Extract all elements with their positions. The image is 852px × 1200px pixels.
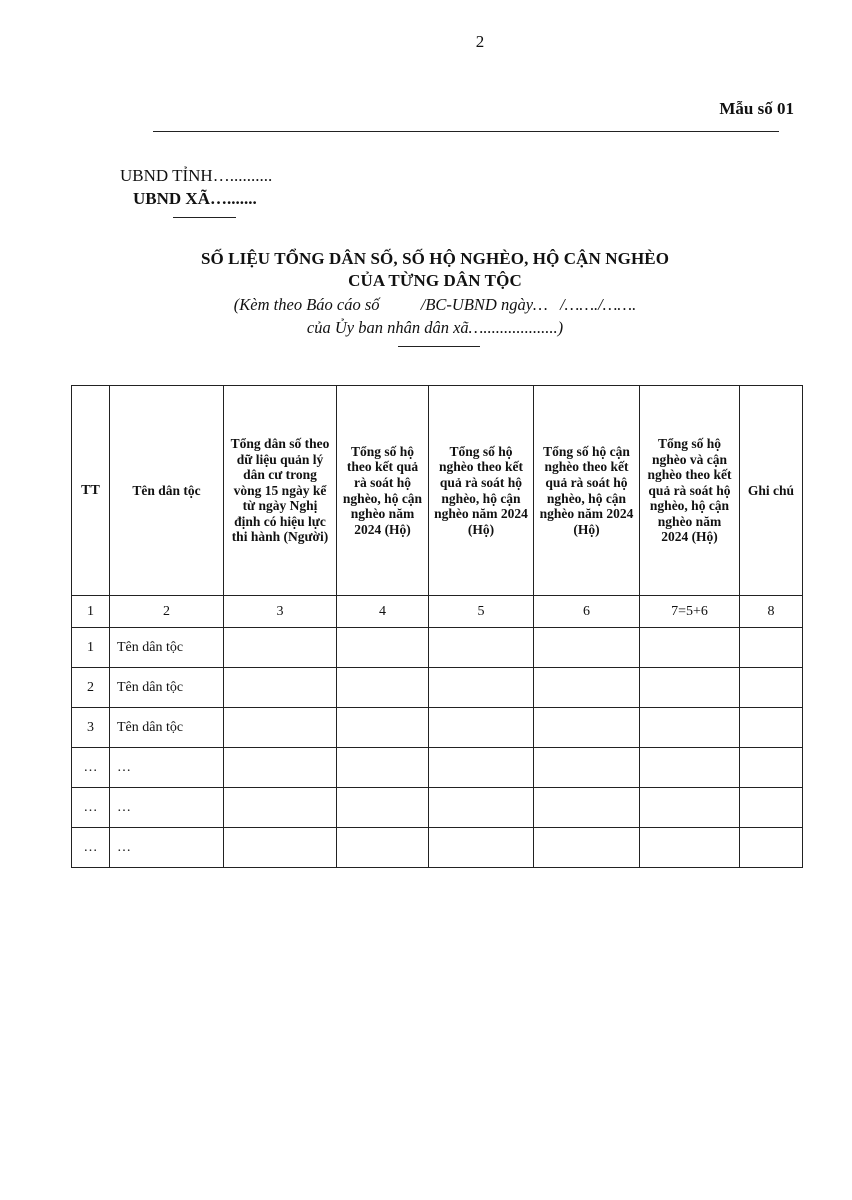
table-row [72, 708, 803, 748]
table-cell [337, 668, 429, 708]
table-cell [740, 828, 803, 868]
column-number: 2 [110, 596, 224, 628]
column-header: TT [72, 386, 110, 596]
agency-underline [173, 217, 236, 218]
document-title-line1: SỐ LIỆU TỔNG DÂN SỐ, SỐ HỘ NGHÈO, HỘ CẬN NGHÈO [200, 249, 670, 268]
table-cell [640, 748, 740, 788]
ethnic-name-cell: Tên dân tộc [110, 708, 224, 748]
table-cell [740, 668, 803, 708]
table-cell [640, 708, 740, 748]
row-index: … [72, 788, 110, 828]
table-cell [534, 708, 640, 748]
row-index: 2 [72, 668, 110, 708]
table-cell [740, 628, 803, 668]
column-number: 8 [740, 596, 803, 628]
table-cell [224, 788, 337, 828]
column-number: 3 [224, 596, 337, 628]
column-number-row [72, 596, 803, 628]
page-number: 2 [475, 32, 485, 51]
table-cell [740, 788, 803, 828]
table-cell [640, 788, 740, 828]
table-row [72, 668, 803, 708]
table-cell [224, 708, 337, 748]
table-row [72, 628, 803, 668]
table-cell [534, 748, 640, 788]
table-cell [740, 748, 803, 788]
table-cell [224, 628, 337, 668]
table-cell [337, 788, 429, 828]
table-cell [429, 748, 534, 788]
table-cell [640, 628, 740, 668]
top-divider [153, 131, 779, 132]
table-cell [534, 788, 640, 828]
table-cell [740, 708, 803, 748]
commune-label: UBND XÃ…....... [133, 189, 257, 208]
table-cell [429, 708, 534, 748]
ethnic-name-cell: … [110, 828, 224, 868]
ethnic-name-cell: … [110, 788, 224, 828]
ethnic-statistics-table [71, 385, 803, 868]
column-number: 4 [337, 596, 429, 628]
table-cell [534, 828, 640, 868]
table-cell [337, 828, 429, 868]
table-cell [429, 668, 534, 708]
table-cell [337, 748, 429, 788]
table-row [72, 748, 803, 788]
document-subtitle-line1: (Kèm theo Báo cáo số /BC-UBND ngày… /……./……. [233, 295, 637, 314]
table-cell [224, 828, 337, 868]
column-header: Tên dân tộc [110, 386, 224, 596]
table-header-row [72, 386, 803, 596]
table-cell [534, 628, 640, 668]
table-cell [534, 668, 640, 708]
table-cell [337, 628, 429, 668]
column-header: Tổng số hộ theo kết quả rà soát hộ nghèo, hộ cận nghèo năm 2024 (Hộ) [337, 386, 429, 596]
table-cell [429, 788, 534, 828]
ethnic-name-cell: Tên dân tộc [110, 628, 224, 668]
table-cell [337, 708, 429, 748]
province-label: UBND TỈNH….......... [120, 166, 273, 185]
document-title-line2: CỦA TỪNG DÂN TỘC [348, 271, 522, 290]
form-code: Mẫu số 01 [719, 99, 794, 118]
column-number: 6 [534, 596, 640, 628]
row-index: … [72, 828, 110, 868]
table-cell [429, 628, 534, 668]
column-header: Tổng số hộ cận nghèo theo kết quả rà soát hộ nghèo, hộ cận nghèo năm 2024 (Hộ) [534, 386, 640, 596]
table-cell [640, 668, 740, 708]
table-cell [224, 668, 337, 708]
table-cell [429, 828, 534, 868]
table-cell [640, 828, 740, 868]
column-number: 7=5+6 [640, 596, 740, 628]
title-underline [398, 346, 480, 347]
ethnic-name-cell: Tên dân tộc [110, 668, 224, 708]
column-number: 1 [72, 596, 110, 628]
row-index: … [72, 748, 110, 788]
column-header: Tổng số hộ nghèo và cận nghèo theo kết quả rà soát hộ nghèo, hộ cận nghèo năm 2024 (Hộ) [640, 386, 740, 596]
column-number: 5 [429, 596, 534, 628]
document-subtitle-line2: của Ủy ban nhân dân xã…..................) [306, 318, 564, 337]
column-header: Tổng dân số theo dữ liệu quản lý dân cư trong vòng 15 ngày kể từ ngày Nghị định có hiệu lực thi hành (Người) [224, 386, 337, 596]
ethnic-name-cell: … [110, 748, 224, 788]
row-index: 3 [72, 708, 110, 748]
column-header: Tổng số hộ nghèo theo kết quả rà soát hộ nghèo, hộ cận nghèo năm 2024 (Hộ) [429, 386, 534, 596]
table-cell [224, 748, 337, 788]
table-row [72, 788, 803, 828]
column-header: Ghi chú [740, 386, 803, 596]
table-row [72, 828, 803, 868]
row-index: 1 [72, 628, 110, 668]
